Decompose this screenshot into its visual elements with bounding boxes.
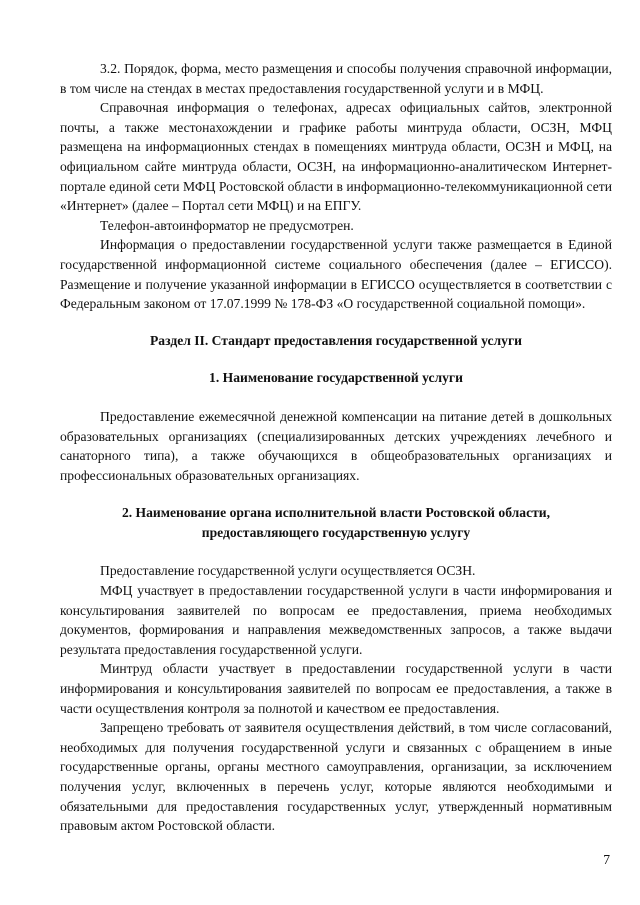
section-title: Раздел II. Стандарт предоставления государственной услуги <box>150 332 522 348</box>
paragraph-prohibition: Запрещено требовать от заявителя осуществления действий, в том числе согласований, необходимых для получения государственной услуги и связанных с обращением в иные государственные органы, органы местного самоуправления, организации, за исключением получения услуг, включенных в перечень услуг, которые являются необходимыми и обязательными для предоставления государственных услуг, утвержденный нормативным правовым актом Ростовской области. <box>60 720 612 834</box>
paragraph-autoinformer: Телефон-автоинформатор не предусмотрен. <box>100 217 354 233</box>
page-number: 7 <box>603 852 610 867</box>
paragraph-oszn: Предоставление государственной услуги осуществляется ОСЗН. <box>100 563 476 579</box>
document-body <box>60 59 612 836</box>
subsection-2-title <box>60 503 612 542</box>
subsection-2-title-line2: предоставляющего государственную услугу <box>201 524 471 540</box>
paragraph-mfc: МФЦ участвует в предоставлении государственной услуги в части информирования и консультирования заявителей по вопросам ее предоставления, приема необходимых документов, формирования и направления межведомственных запросов, а также выдачи результата предоставления государственной услуги. <box>60 583 612 657</box>
paragraph-mintrud: Минтруд области участвует в предоставлении государственной услуги в части информирования и консультирования заявителей по вопросам ее предоставления, а также в части осуществления контроля за полнотой и качеством ее предоставления. <box>60 661 612 716</box>
paragraph-service-name: Предоставление ежемесячной денежной компенсации на питание детей в дошкольных образовательных организациях (специализированных детских учреждениях лечебного и санаторного типа), а также обучающихся в общеобразовательных организациях и профессиональных образовательных организациях. <box>60 408 612 483</box>
paragraph-egisso: Информация о предоставлении государственной услуги также размещается в Единой государственной информационной системе социального обеспечения (далее – ЕГИССО). Размещение и получение указанной информации в ЕГИССО осуществляется в соответствии с Федеральным законом от 17.07.1999 № 178-ФЗ «О государственной социальной помощи». <box>60 237 612 312</box>
paragraph-3-2-heading: 3.2. Порядок, форма, место размещения и способы получения справочной информации, в том числе на стендах в местах предоставления государственной услуги и в МФЦ. <box>60 61 612 96</box>
subsection-1-title: 1. Наименование государственной услуги <box>209 370 463 386</box>
paragraph-reference-info: Справочная информация о телефонах, адресах официальных сайтов, электронной почты, а также местонахождении и графике работы минтруда области, ОСЗН, МФЦ размещена на информационных стендах в помещениях минтруда области, ОСЗН и МФЦ, на официальном сайте минтруда области, ОСЗН, на информационно-аналитическом Интернет-портале единой сети МФЦ Ростовской области в информационно-телекоммуникационной сети «Интернет» (далее – Портал сети МФЦ) и на ЕПГУ. <box>60 100 612 214</box>
subsection-2-title-line1: 2. Наименование органа исполнительной власти Ростовской области, <box>121 505 551 521</box>
